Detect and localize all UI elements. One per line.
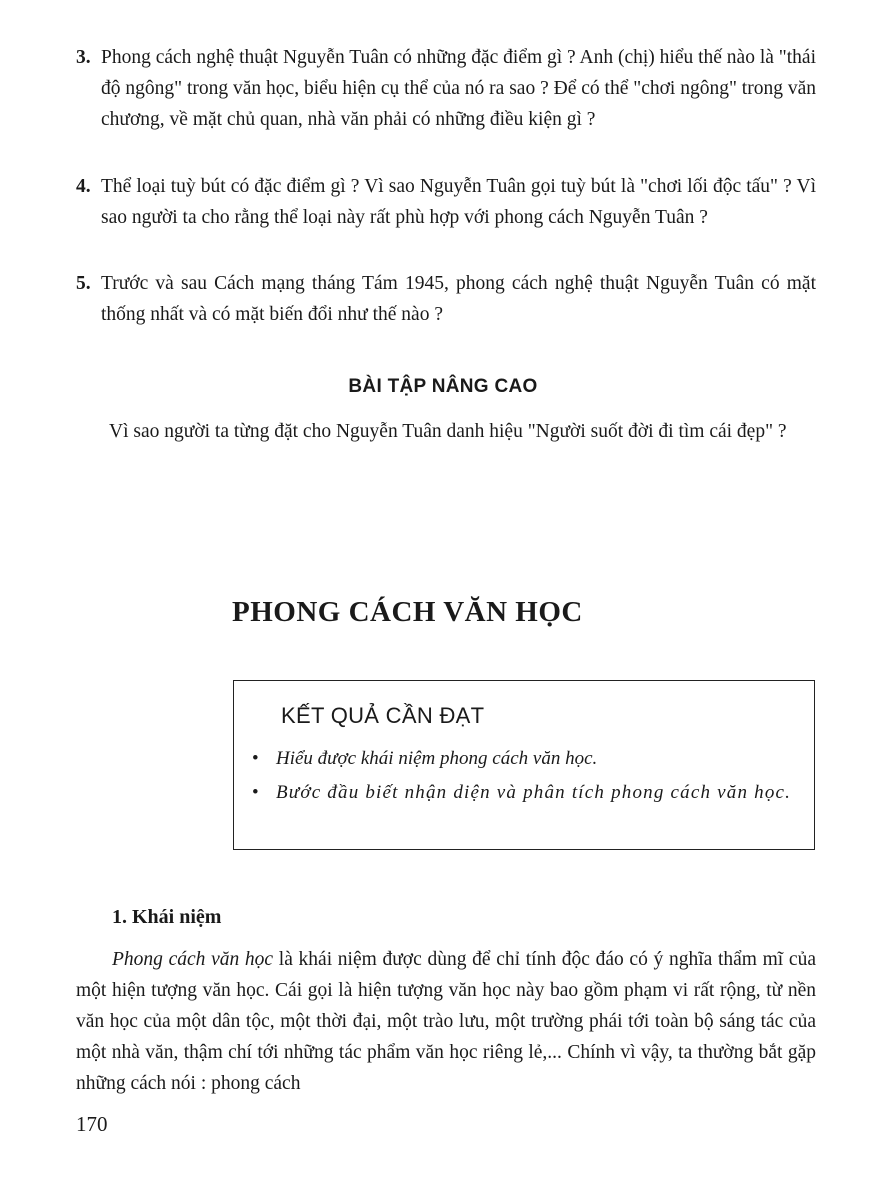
question-text: Trước và sau Cách mạng tháng Tám 1945, phong cách nghệ thuật Nguyễn Tuân có mặt thống nhất và có mặt biến đổi như thế nào ? [101,273,816,325]
outcome-text: Bước đầu biết nhận diện và phân tích phong cách văn học. [276,782,792,803]
question-number: 3. [76,47,91,68]
paragraph-text: là khái niệm được dùng để chỉ tính độc đáo có ý nghĩa thẩm mĩ của một hiện tượng văn học. Cái gọi là hiện tượng văn học này bao gồm phạm vi rất rộng, từ nền văn học của một dân tộc, một thời đại, một trào lưu, một trường phái tới toàn bộ sáng tác của một nhà văn, thậm chí tới những tác phẩm văn học riêng lẻ,... Chính vì vậy, ta thường bắt gặp những cách nói : phong cách [76,949,816,1094]
outcome-item [252,744,797,773]
question-number: 4. [76,176,91,197]
section-paragraph [76,944,816,1099]
question-text: Phong cách nghệ thuật Nguyễn Tuân có những đặc điểm gì ? Anh (chị) hiểu thế nào là "thái độ ngông" trong văn học, biểu hiện cụ thể của nó ra sao ? Để có thể "chơi ngông" trong văn chương, về mặt chủ quan, nhà văn phải có những điều kiện gì ? [101,47,816,130]
question-4 [76,171,816,233]
question-3 [76,42,816,135]
question-5 [76,268,816,330]
advanced-exercise-text: Vì sao người ta từng đặt cho Nguyễn Tuân danh hiệu "Người suốt đời đi tìm cái đẹp" ? [109,421,787,442]
defined-term: Phong cách văn học [112,949,274,970]
outcome-text: Hiểu được khái niệm phong cách văn học. [276,748,598,769]
learning-outcomes-heading: KẾT QUẢ CẦN ĐẠT [281,703,485,728]
outcome-item [252,778,797,807]
learning-outcomes-box [233,680,815,850]
question-text: Thể loại tuỳ bút có đặc điểm gì ? Vì sao Nguyễn Tuân gọi tuỳ bút là "chơi lối độc tấu" ? Vì sao người ta cho rằng thể loại này rất phù hợp với phong cách Nguyễn Tuân ? [101,176,816,228]
question-number: 5. [76,273,91,294]
section-heading: 1. Khái niệm [112,906,222,928]
bullet-icon: • [252,748,259,769]
page-number: 170 [76,1112,108,1136]
advanced-exercise-heading: BÀI TẬP NÂNG CAO [348,376,538,397]
bullet-icon: • [252,782,259,803]
lesson-title: PHONG CÁCH VĂN HỌC [232,596,583,628]
